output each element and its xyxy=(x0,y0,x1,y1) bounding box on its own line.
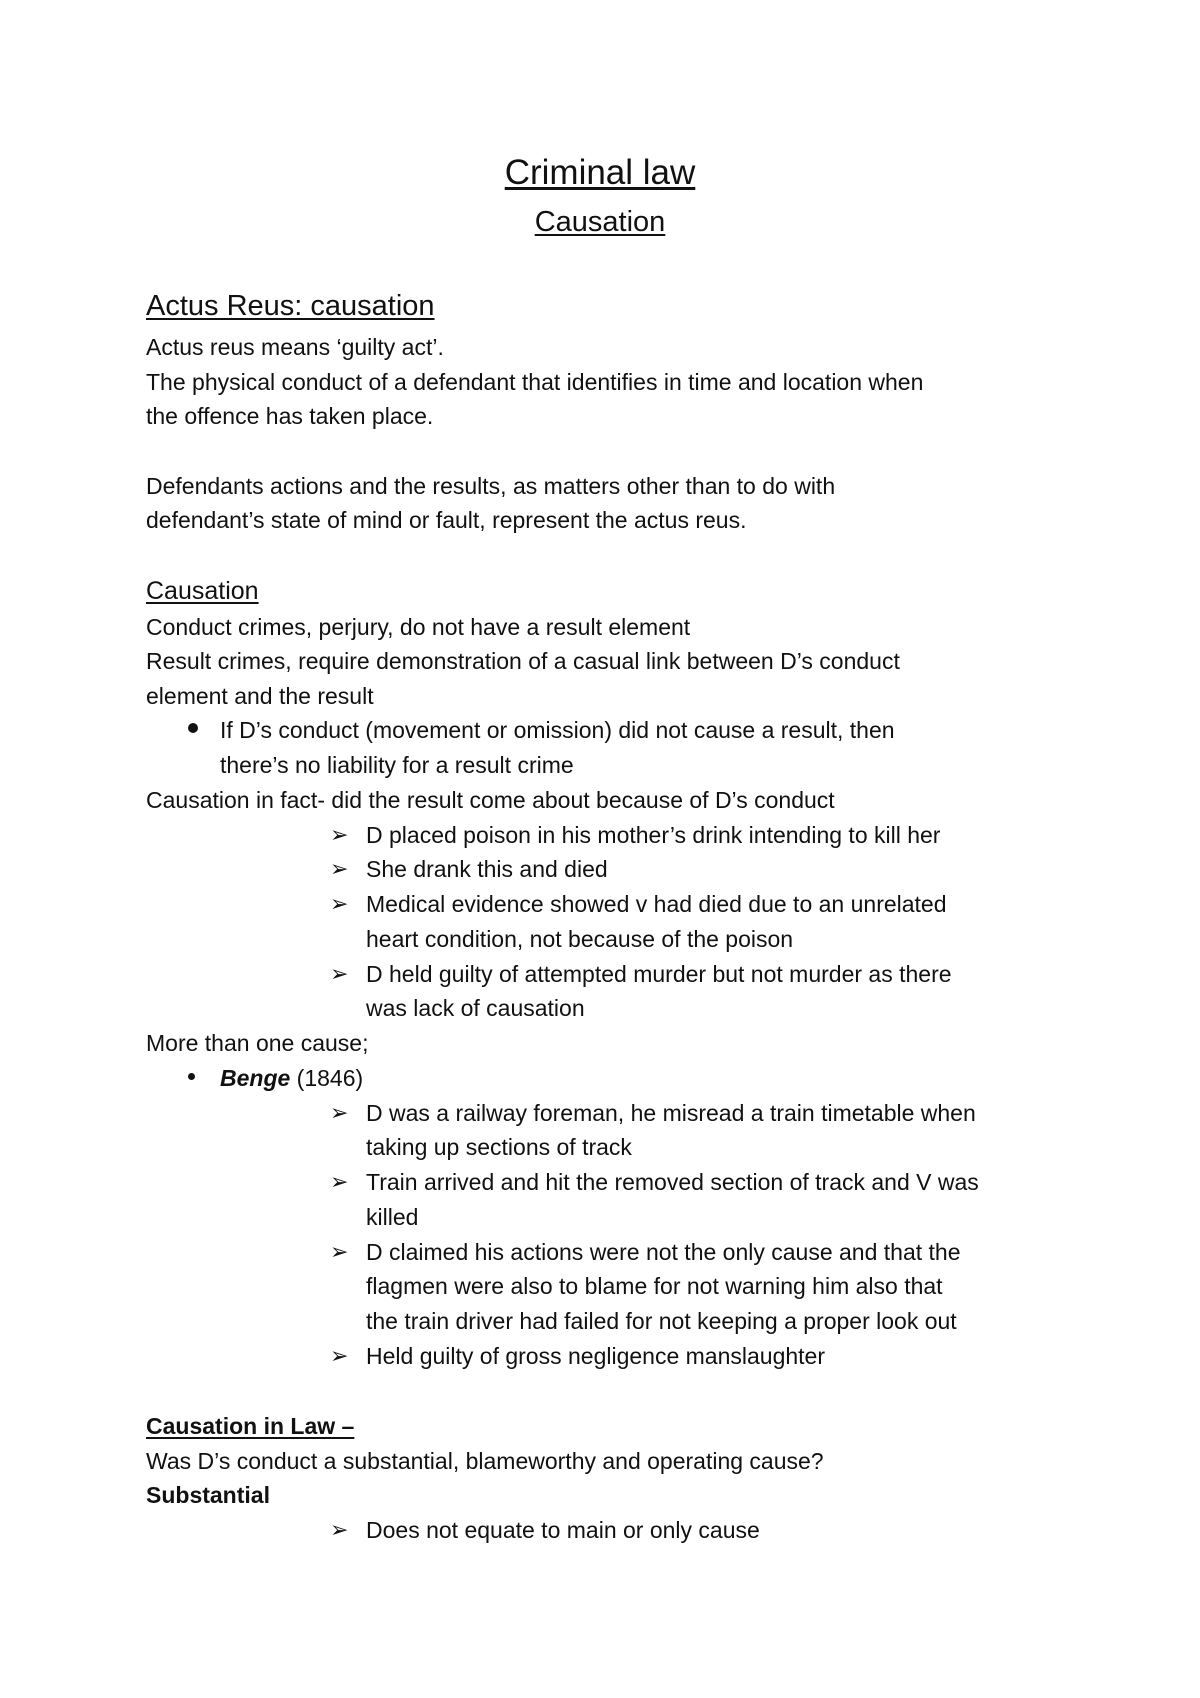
paragraph-line: Actus reus means ‘guilty act’. xyxy=(146,334,444,360)
arrow-item-line: heart condition, not because of the poison xyxy=(366,926,794,952)
case-year: (1846) xyxy=(290,1065,364,1091)
bullet-item-line: If D’s conduct (movement or omission) did not cause a result, then xyxy=(220,717,895,743)
subheading-substantial: Substantial xyxy=(146,1482,270,1508)
paragraph-line: Result crimes, require demonstration of a casual link between D’s conduct xyxy=(146,648,900,674)
paragraph-line: Was D’s conduct a substantial, blameworthy and operating cause? xyxy=(146,1448,824,1474)
arrow-item-line: the train driver had failed for not keeping a proper look out xyxy=(366,1308,957,1334)
bullet-icon xyxy=(188,723,198,733)
arrow-item-line: Does not equate to main or only cause xyxy=(366,1517,760,1543)
arrow-bullet-icon: ➢ xyxy=(330,856,349,881)
arrow-bullet-icon: ➢ xyxy=(330,1517,349,1542)
arrow-item-line: flagmen were also to blame for not warning him also that xyxy=(366,1273,943,1299)
arrow-item-line: Train arrived and hit the removed section of track and V was xyxy=(366,1169,979,1195)
arrow-item-line: D claimed his actions were not the only cause and that the xyxy=(366,1239,961,1265)
paragraph-line: Causation in fact- did the result come about because of D’s conduct xyxy=(146,787,835,813)
arrow-item-line: She drank this and died xyxy=(366,856,608,882)
arrow-bullet-icon: ➢ xyxy=(330,891,349,916)
paragraph-line: the offence has taken place. xyxy=(146,403,434,429)
bullet-icon xyxy=(188,1073,195,1080)
section-heading-actus-reus: Actus Reus: causation xyxy=(146,290,435,322)
arrow-item-line: taking up sections of track xyxy=(366,1134,632,1160)
arrow-item-line: killed xyxy=(366,1204,419,1230)
paragraph-line: Conduct crimes, perjury, do not have a result element xyxy=(146,614,691,640)
arrow-item-line: D was a railway foreman, he misread a train timetable when xyxy=(366,1100,976,1126)
paragraph-line: The physical conduct of a defendant that identifies in time and location when xyxy=(146,369,924,395)
paragraph-line: defendant’s state of mind or fault, represent the actus reus. xyxy=(146,507,747,533)
arrow-bullet-icon: ➢ xyxy=(330,1343,349,1368)
document-subtitle: Causation xyxy=(534,206,666,238)
paragraph-line: element and the result xyxy=(146,683,374,709)
arrow-bullet-icon: ➢ xyxy=(330,1239,349,1264)
arrow-bullet-icon: ➢ xyxy=(330,1100,349,1125)
arrow-bullet-icon: ➢ xyxy=(330,961,349,986)
arrow-bullet-icon: ➢ xyxy=(330,1169,349,1194)
arrow-item-line: D held guilty of attempted murder but not murder as there xyxy=(366,961,952,987)
arrow-item-line: Medical evidence showed v had died due to an unrelated xyxy=(366,891,947,917)
arrow-bullet-icon: ➢ xyxy=(330,822,349,847)
arrow-item-line: Held guilty of gross negligence manslaughter xyxy=(366,1343,825,1369)
document-title: Criminal law xyxy=(504,153,696,192)
case-name: Benge xyxy=(220,1065,291,1091)
section-heading-causation-in-law: Causation in Law – xyxy=(146,1413,355,1439)
bullet-item-line: there’s no liability for a result crime xyxy=(220,752,574,778)
arrow-item-line: was lack of causation xyxy=(366,995,585,1021)
section-heading-causation: Causation xyxy=(146,577,259,605)
arrow-item-line: D placed poison in his mother’s drink intending to kill her xyxy=(366,822,941,848)
paragraph-line: More than one cause; xyxy=(146,1030,369,1056)
case-citation xyxy=(220,1063,363,1093)
paragraph-line: Defendants actions and the results, as matters other than to do with xyxy=(146,473,836,499)
